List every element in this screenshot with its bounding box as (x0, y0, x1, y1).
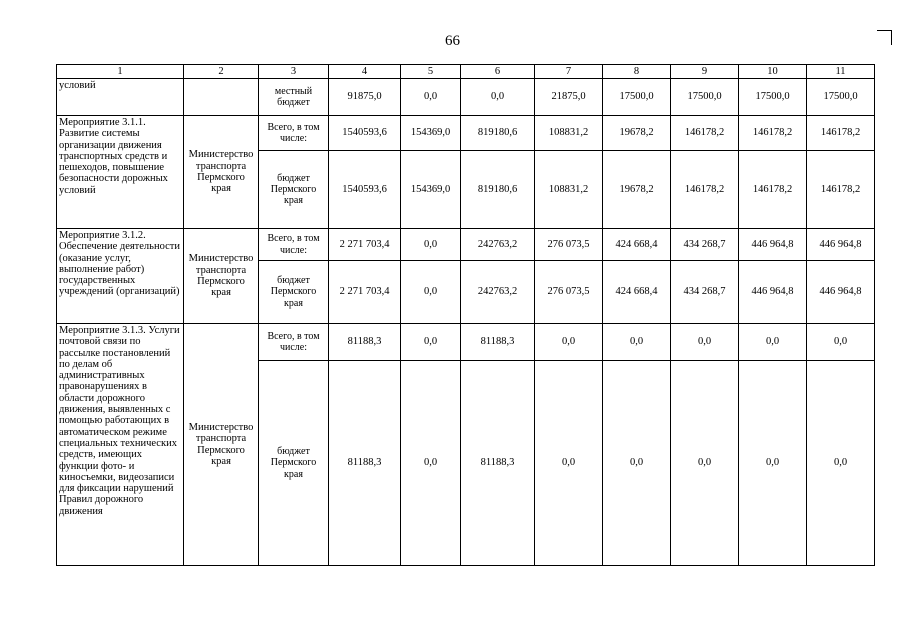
column-header: 5 (401, 65, 461, 79)
value-cell: 146178,2 (739, 116, 807, 151)
column-header: 6 (461, 65, 535, 79)
column-header: 10 (739, 65, 807, 79)
value-cell: 146178,2 (807, 116, 875, 151)
table-row (57, 324, 875, 361)
column-header: 1 (57, 65, 184, 79)
value-cell: 81188,3 (329, 361, 401, 566)
value-cell: 108831,2 (535, 116, 603, 151)
value-cell: 0,0 (739, 361, 807, 566)
value-cell: 19678,2 (603, 151, 671, 229)
column-number-row (57, 65, 875, 79)
value-cell: 1540593,6 (329, 151, 401, 229)
value-cell: 434 268,7 (671, 229, 739, 261)
value-cell: 17500,0 (739, 79, 807, 116)
value-cell: 434 268,7 (671, 261, 739, 324)
value-cell: 81188,3 (329, 324, 401, 361)
funding-source: местный бюджет (259, 79, 329, 116)
value-cell: 242763,2 (461, 229, 535, 261)
table-row (57, 229, 875, 261)
funding-source: Всего, в том числе: (259, 116, 329, 151)
value-cell: 154369,0 (401, 151, 461, 229)
value-cell: 0,0 (603, 361, 671, 566)
column-header: 3 (259, 65, 329, 79)
funding-source: бюджет Пермского края (259, 151, 329, 229)
page-number: 66 (445, 33, 460, 49)
column-header: 4 (329, 65, 401, 79)
value-cell: 0,0 (807, 361, 875, 566)
table-row (57, 116, 875, 151)
executor-cell: Министерство транспорта Пермского края (184, 229, 259, 324)
value-cell: 0,0 (671, 361, 739, 566)
value-cell: 446 964,8 (807, 229, 875, 261)
value-cell: 446 964,8 (807, 261, 875, 324)
column-header: 8 (603, 65, 671, 79)
value-cell: 242763,2 (461, 261, 535, 324)
value-cell: 276 073,5 (535, 229, 603, 261)
funding-source: Всего, в том числе: (259, 324, 329, 361)
value-cell: 1540593,6 (329, 116, 401, 151)
value-cell: 424 668,4 (603, 261, 671, 324)
value-cell: 0,0 (401, 361, 461, 566)
value-cell: 17500,0 (671, 79, 739, 116)
column-header: 11 (807, 65, 875, 79)
measure-description: Мероприятие 3.1.1. Развитие системы организации движения транспортных средств и пешеходов, повышение безопасности дорожных условий (57, 116, 184, 229)
value-cell: 0,0 (461, 79, 535, 116)
funding-source: Всего, в том числе: (259, 229, 329, 261)
value-cell: 17500,0 (807, 79, 875, 116)
value-cell: 819180,6 (461, 151, 535, 229)
value-cell: 0,0 (671, 324, 739, 361)
value-cell: 0,0 (401, 261, 461, 324)
funding-source: бюджет Пермского края (259, 361, 329, 566)
value-cell: 0,0 (401, 229, 461, 261)
page-corner-mark (877, 30, 892, 45)
executor-cell: Министерство транспорта Пермского края (184, 116, 259, 229)
value-cell: 0,0 (739, 324, 807, 361)
measure-description: Мероприятие 3.1.2. Обеспечение деятельности (оказание услуг, выполнение работ) государственных учреждений (организаций) (57, 229, 184, 324)
value-cell: 146178,2 (671, 151, 739, 229)
value-cell: 0,0 (535, 361, 603, 566)
value-cell: 446 964,8 (739, 229, 807, 261)
column-header: 2 (184, 65, 259, 79)
value-cell: 0,0 (603, 324, 671, 361)
value-cell: 81188,3 (461, 361, 535, 566)
value-cell: 19678,2 (603, 116, 671, 151)
value-cell: 819180,6 (461, 116, 535, 151)
funding-source: бюджет Пермского края (259, 261, 329, 324)
value-cell: 2 271 703,4 (329, 229, 401, 261)
value-cell: 108831,2 (535, 151, 603, 229)
value-cell: 146178,2 (807, 151, 875, 229)
table-row (57, 79, 875, 116)
column-header: 7 (535, 65, 603, 79)
value-cell: 146178,2 (671, 116, 739, 151)
value-cell: 91875,0 (329, 79, 401, 116)
value-cell: 276 073,5 (535, 261, 603, 324)
value-cell: 0,0 (401, 324, 461, 361)
value-cell: 446 964,8 (739, 261, 807, 324)
value-cell: 2 271 703,4 (329, 261, 401, 324)
executor-cell: Министерство транспорта Пермского края (184, 324, 259, 566)
value-cell: 154369,0 (401, 116, 461, 151)
value-cell: 81188,3 (461, 324, 535, 361)
executor-cell (184, 79, 259, 116)
measure-description: условий (57, 79, 184, 116)
measure-description: Мероприятие 3.1.3. Услуги почтовой связи по рассылке постановлений по делам об административных правонарушениях в области дорожного движения, выявленных с помощью работающих в автоматическом режиме специальных технических средств, имеющих функции фото- и киносъемки, видеозаписи для фиксации нарушений Правил дорожного движения (57, 324, 184, 566)
value-cell: 146178,2 (739, 151, 807, 229)
column-header: 9 (671, 65, 739, 79)
value-cell: 0,0 (807, 324, 875, 361)
value-cell: 0,0 (535, 324, 603, 361)
value-cell: 0,0 (401, 79, 461, 116)
value-cell: 17500,0 (603, 79, 671, 116)
value-cell: 424 668,4 (603, 229, 671, 261)
value-cell: 21875,0 (535, 79, 603, 116)
budget-table (56, 64, 875, 566)
